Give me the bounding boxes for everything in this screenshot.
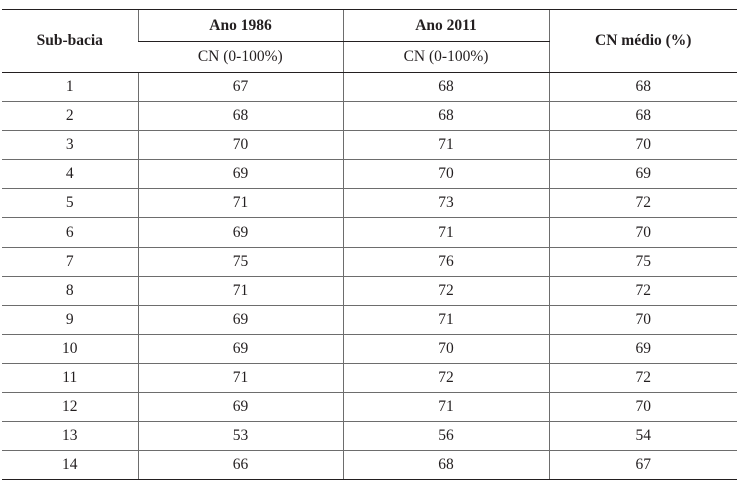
cell-cn-medio: 68: [549, 102, 737, 131]
cell-cn-1986: 68: [138, 102, 343, 131]
cell-cn-medio: 69: [549, 160, 737, 189]
table-row: [2, 451, 737, 480]
table-body: [2, 73, 737, 480]
cell-cn-2011: 56: [343, 422, 549, 451]
cell-subbacia: 10: [2, 334, 138, 363]
cell-cn-2011: 68: [343, 451, 549, 480]
table-row: [2, 276, 737, 305]
cell-cn-medio: 69: [549, 334, 737, 363]
cell-subbacia: 13: [2, 422, 138, 451]
table-row: [2, 102, 737, 131]
table-row: [2, 73, 737, 102]
cell-cn-2011: 68: [343, 73, 549, 102]
cell-cn-medio: 70: [549, 218, 737, 247]
cell-cn-1986: 69: [138, 305, 343, 334]
cell-cn-1986: 53: [138, 422, 343, 451]
cell-subbacia: 8: [2, 276, 138, 305]
header-cn-1986: CN (0-100%): [138, 42, 343, 73]
cell-cn-2011: 70: [343, 160, 549, 189]
table-row: [2, 218, 737, 247]
cell-cn-medio: 67: [549, 451, 737, 480]
table-row: [2, 422, 737, 451]
cn-table: [2, 9, 737, 480]
table-row: [2, 160, 737, 189]
header-subbacia: Sub-bacia: [2, 10, 138, 73]
cell-subbacia: 5: [2, 189, 138, 218]
cell-cn-2011: 72: [343, 276, 549, 305]
cell-cn-1986: 67: [138, 73, 343, 102]
cell-cn-medio: 72: [549, 363, 737, 392]
cell-cn-1986: 71: [138, 363, 343, 392]
table-row: [2, 247, 737, 276]
table-row: [2, 131, 737, 160]
cell-cn-2011: 71: [343, 218, 549, 247]
cell-cn-2011: 68: [343, 102, 549, 131]
cell-cn-1986: 69: [138, 218, 343, 247]
cell-cn-1986: 75: [138, 247, 343, 276]
table-row: [2, 363, 737, 392]
cell-cn-1986: 71: [138, 276, 343, 305]
cell-cn-2011: 76: [343, 247, 549, 276]
cell-subbacia: 2: [2, 102, 138, 131]
cell-cn-1986: 69: [138, 334, 343, 363]
cell-cn-2011: 72: [343, 363, 549, 392]
table-row: [2, 393, 737, 422]
cell-cn-medio: 75: [549, 247, 737, 276]
cell-subbacia: 12: [2, 393, 138, 422]
cell-subbacia: 11: [2, 363, 138, 392]
cell-cn-2011: 70: [343, 334, 549, 363]
header-row-main: [2, 10, 737, 42]
cell-subbacia: 7: [2, 247, 138, 276]
cell-subbacia: 14: [2, 451, 138, 480]
cell-cn-medio: 70: [549, 131, 737, 160]
cell-subbacia: 4: [2, 160, 138, 189]
cell-cn-2011: 71: [343, 305, 549, 334]
table-header: [2, 10, 737, 73]
cell-cn-medio: 54: [549, 422, 737, 451]
cell-cn-1986: 66: [138, 451, 343, 480]
cell-cn-medio: 70: [549, 393, 737, 422]
table-row: [2, 189, 737, 218]
header-cn-2011: CN (0-100%): [343, 42, 549, 73]
cell-cn-medio: 68: [549, 73, 737, 102]
header-ano-1986: Ano 1986: [138, 10, 343, 42]
cell-cn-2011: 73: [343, 189, 549, 218]
cell-subbacia: 1: [2, 73, 138, 102]
cell-cn-medio: 72: [549, 189, 737, 218]
cell-subbacia: 6: [2, 218, 138, 247]
table-row: [2, 334, 737, 363]
header-cn-medio: CN médio (%): [549, 10, 737, 73]
cell-cn-medio: 70: [549, 305, 737, 334]
table-row: [2, 305, 737, 334]
cell-cn-medio: 72: [549, 276, 737, 305]
cell-cn-1986: 69: [138, 160, 343, 189]
cell-cn-2011: 71: [343, 393, 549, 422]
header-ano-2011: Ano 2011: [343, 10, 549, 42]
cell-cn-1986: 71: [138, 189, 343, 218]
cell-subbacia: 3: [2, 131, 138, 160]
cell-cn-1986: 69: [138, 393, 343, 422]
cell-cn-2011: 71: [343, 131, 549, 160]
cell-cn-1986: 70: [138, 131, 343, 160]
cell-subbacia: 9: [2, 305, 138, 334]
